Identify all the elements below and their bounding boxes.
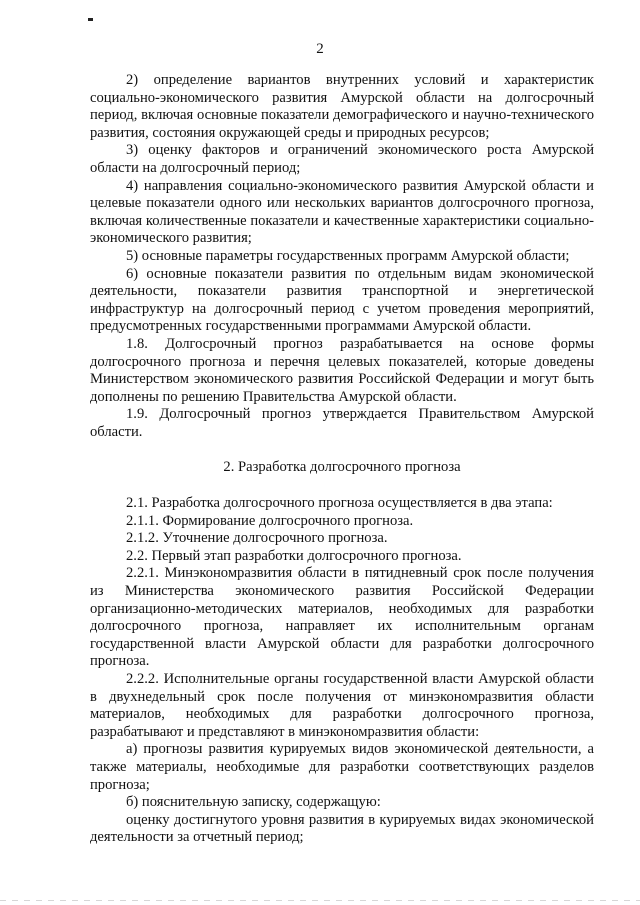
paragraph-1-9: 1.9. Долгосрочный прогноз утверждается Правительством Амурской области.	[90, 406, 594, 440]
paragraph-item-5: 5) основные параметры государственных программ Амурской области;	[126, 247, 570, 264]
paragraph-item-6: 6) основные показатели развития по отдельным видам экономической деятельности, показатели развития транспортной и энергетической инфраструктур на долгосрочный период с учетом проведения мероприятий, предусмотренных государственными программами Амурской области.	[90, 265, 594, 335]
page-number: 2	[316, 41, 324, 57]
paragraph-2-2-1: 2.2.1. Минэкономразвития области в пятидневный срок после получения из Министерства экономического развития Российской Федерации организационно-методических материалов, необходимых для разработки долгосрочного прогноза, направляет их исполнительным органам государственной власти Амурской области для разработки долгосрочного прогноза.	[90, 565, 594, 670]
scan-edge	[0, 900, 640, 901]
paragraph-item-3: 3) оценку факторов и ограничений экономического роста Амурской области на долгосрочный период;	[90, 142, 594, 176]
paragraph-2-2-2: 2.2.2. Исполнительные органы государственной власти Амурской области в двухнедельный срок после получения от минэкономразвития области материалов, необходимых для разработки долгосрочного прогноза, разрабатывают и представляют в минэкономразвития области:	[90, 671, 594, 740]
paragraph-item-b: б) пояснительную записку, содержащую:	[126, 794, 381, 811]
section-heading: 2. Разработка долгосрочного прогноза	[223, 459, 461, 476]
document-body	[90, 72, 594, 847]
paragraph-item-a: а) прогнозы развития курируемых видов экономической деятельности, а также материалы, необходимые для разработки соответствующих разделов прогноза;	[90, 741, 594, 793]
paragraph-assessment: оценку достигнутого уровня развития в курируемых видах экономической деятельности за отчетный период;	[90, 811, 594, 846]
paragraph-2-1-2: 2.1.2. Уточнение долгосрочного прогноза.	[126, 530, 388, 547]
paragraph-2-1: 2.1. Разработка долгосрочного прогноза осуществляется в два этапа:	[126, 495, 553, 512]
paragraph-2-1-1: 2.1.1. Формирование долгосрочного прогноза.	[126, 512, 414, 529]
paragraph-item-4: 4) направления социально-экономического развития Амурской области и целевые показатели одного или нескольких вариантов долгосрочного прогноза, включая количественные показатели и качественные характеристики социально-экономического развития;	[90, 177, 594, 247]
spacer	[90, 441, 594, 459]
paragraph-2-2: 2.2. Первый этап разработки долгосрочного прогноза.	[126, 547, 462, 564]
spacer	[90, 477, 594, 495]
paragraph-1-8: 1.8. Долгосрочный прогноз разрабатывается на основе формы долгосрочного прогноза и перечня целевых показателей, которые доведены Министерством экономического развития Российской Федерации и могут быть дополнены по решению Правительства Амурской области.	[90, 335, 594, 405]
scan-mark	[88, 18, 93, 21]
paragraph-item-2: 2) определение вариантов внутренних условий и характеристик социально-экономического развития Амурской области на долгосрочный период, включая основные показатели демографического и научно-технического развития, состояния окружающей среды и природных ресурсов;	[90, 72, 594, 141]
